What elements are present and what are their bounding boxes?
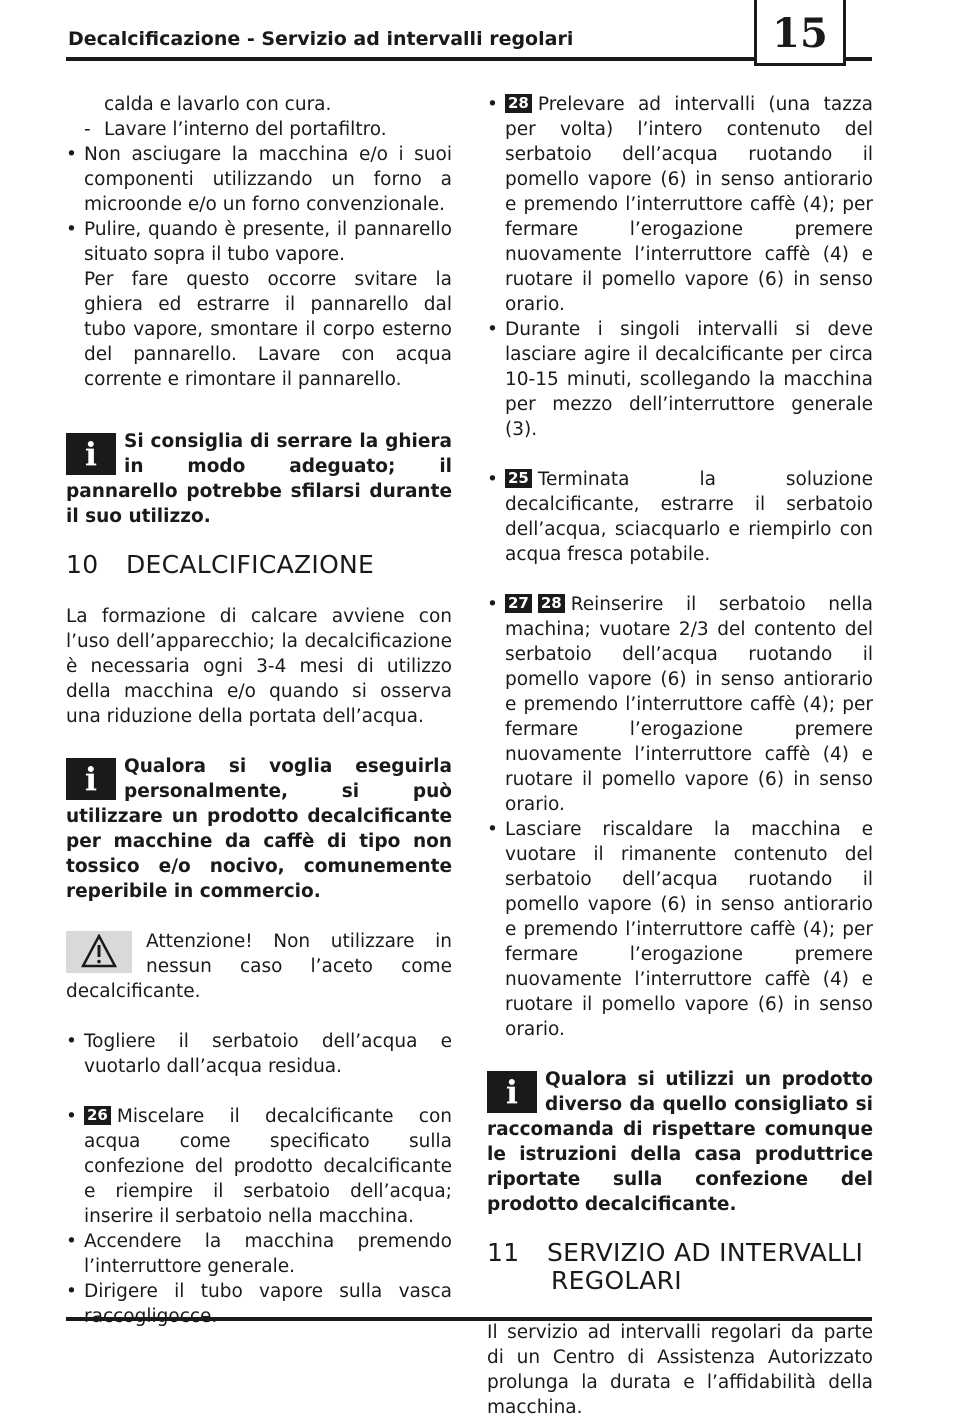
info-note-product	[66, 754, 452, 904]
page-number-box	[754, 0, 846, 66]
dash-item: - Lavare l’interno del portafiltro.	[84, 119, 387, 140]
section-11-heading	[487, 1239, 873, 1295]
warning-note-text: Attenzione! Non utilizzare in nessun caso l’aceto come decalcificante.	[66, 931, 452, 1002]
header-rule	[66, 57, 872, 61]
section-10-title: DECALCIFICAZIONE	[126, 550, 375, 579]
info-note-other-product	[487, 1067, 873, 1217]
continued-line: calda e lavarlo con cura.	[104, 94, 332, 115]
figure-ref-26: 26	[84, 1106, 111, 1125]
page-number: 15	[772, 10, 828, 57]
header-title: Decalcificazione - Servizio ad intervalli regolari	[68, 28, 574, 50]
figure-ref-25: 25	[505, 469, 532, 488]
bullet-pannarello-text-1: Pulire, quando è presente, il pannarello situato sopra il tubo vapore.	[84, 219, 452, 265]
section-10-number: 10	[66, 550, 99, 579]
bullet-oven: • Non asciugare la macchina e/o i suoi componenti utilizzando un forno a microonde e/o un forno convenzionale.	[66, 144, 452, 215]
step-mix: • 26 Miscelare il decalcificante con acqua come specificato sulla confezione del prodotto decalcificante e riempire il serbatoio dell’acqua; inserire il serbatoio nella macchina.	[66, 1106, 452, 1227]
step-intervals: • 28 Prelevare ad intervalli (una tazza per volta) l’intero contenuto del serbatoio dell’acqua ruotando il pomello vapore (6) in senso antiorario e premendo l’interruttore caffè (4); per fermare l’erogazione premere nuovamente l’interruttore caffè (4) e ruotare il pomello vapore (6) in senso orario.	[487, 94, 873, 315]
section-11-title-2: REGOLARI	[551, 1266, 682, 1295]
step-reinsert: • 27 28 Reinserire il serbatoio nella machina; vuotare 2/3 del contento del serbatoio dell’acqua ruotando il pomello vapore (6) in senso antiorario e premendo l’interruttore caffè (4); per fermare l’erogazione premere nuovamente l’interruttore caffè (4) e ruotare il pomello vapore (6) in senso orario.	[487, 594, 873, 815]
left-column	[66, 92, 452, 1329]
step-finished-text: Terminata la soluzione decalcificante, estrarre il serbatoio dell’acqua, sciacquarlo e riempirlo con acqua fresca potabile.	[505, 469, 873, 565]
figure-ref-28: 28	[505, 94, 532, 113]
step-wait-text: Durante i singoli intervalli si deve lasciare agire il decalcificante per circa 10-15 minuti, scollegando la macchina per mezzo dell’interruttore generale (3).	[505, 319, 873, 440]
bullet-pannarello: • Pulire, quando è presente, il pannarello situato sopra il tubo vapore. Per fare questo occorre svitare la ghiera ed estrarre il pannarello dal tubo vapore, smontare il corpo esterno del pannarello. Lavare con acqua corrente e rimontare il pannarello.	[66, 219, 452, 390]
step-heat: • Lasciare riscaldare la macchina e vuotare il rimanente contenuto del serbatoio dell’acqua ruotando il pomello vapore (6) in senso antiorario e premendo l’interruttore caffè (4); per fermare l’erogazione premere nuovamente l’interruttore caffè (4) e ruotare il pomello vapore (6) in senso orario.	[487, 819, 873, 1040]
dash-item-text: Lavare l’interno del portafiltro.	[104, 119, 387, 140]
step-remove-tank: • Togliere il serbatoio dell’acqua e vuotarlo dall’acqua residua.	[66, 1031, 452, 1077]
bullet-oven-text: Non asciugare la macchina e/o i suoi componenti utilizzando un forno a microonde e/o un forno convenzionale.	[84, 144, 452, 215]
step-heat-text: Lasciare riscaldare la macchina e vuotare il rimanente contenuto del serbatoio dell’acqua ruotando il pomello vapore (6) in senso antiorario e premendo l’interruttore caffè (4); per fermare l’erogazione premere nuovamente l’interruttore caffè (4) e ruotare il pomello vapore (6) in senso orario.	[505, 819, 873, 1040]
info-note-product-text: Qualora si voglia eseguirla personalmente, si può utilizzare un prodotto decalcificante per macchine da caffè di tipo non tossico e/o nocivo, comunemente reperibile in commercio.	[66, 756, 452, 902]
info-icon: i	[66, 433, 116, 475]
step-power-text: Accendere la macchina premendo l’interruttore generale.	[84, 1231, 452, 1277]
step-wait: • Durante i singoli intervalli si deve lasciare agire il decalcificante per circa 10-15 minuti, scollegando la macchina per mezzo dell’interruttore generale (3).	[487, 319, 873, 440]
step-reinsert-text: Reinserire il serbatoio nella machina; vuotare 2/3 del contento del serbatoio dell’acqua ruotando il pomello vapore (6) in senso antiorario e premendo l’interruttore caffè (4); per fermare l’erogazione premere nuovamente l’interruttore caffè (4) e ruotare il pomello vapore (6) in senso orario.	[505, 594, 873, 815]
step-mix-text: Miscelare il decalcificante con acqua come specificato sulla confezione del prodotto decalcificante e riempire il serbatoio dell’acqua; inserire il serbatoio nella macchina.	[84, 1106, 452, 1227]
footer-rule	[66, 1317, 872, 1321]
info-note-other-product-text: Qualora si utilizzi un prodotto diverso da quello consigliato si raccomanda di rispettare comunque le istruzioni della casa produttrice riportate sulla confezione del prodotto decalcificante.	[487, 1069, 873, 1215]
step-steam-text: Dirigere il tubo vapore sulla vasca	[84, 1281, 452, 1302]
step-steam: • Dirigere il tubo vapore sulla vasca	[66, 1279, 452, 1329]
step-finished: • 25 Terminata la soluzione decalcificante, estrarre il serbatoio dell’acqua, sciacquarlo e riempirlo con acqua fresca potabile.	[487, 469, 873, 565]
step-intervals-text: Prelevare ad intervalli (una tazza per volta) l’intero contenuto del serbatoio dell’acqua ruotando il pomello vapore (6) in senso antiorario e premendo l’interruttore caffè (4); per fermare l’erogazione premere nuovamente l’interruttore caffè (4) e ruotare il pomello vapore (6) in senso orario.	[505, 94, 873, 315]
service-text: Il servizio ad intervalli regolari da parte di un Centro di Assistenza Autorizzato prolunga la durata e l’affidabilità della macchina.	[487, 1322, 873, 1418]
right-column	[487, 92, 873, 1420]
step-remove-tank-text: Togliere il serbatoio dell’acqua e vuotarlo dall’acqua residua.	[84, 1031, 452, 1077]
info-note-ghiera-text: Si consiglia di serrare la ghiera in modo adeguato; il pannarello potrebbe sfilarsi durante il suo utilizzo.	[66, 431, 452, 527]
section-11-number: 11	[487, 1238, 520, 1267]
bullet-pannarello-text-2: Per fare questo occorre svitare la ghiera ed estrarre il pannarello dal tubo vapore, smontare il corpo esterno del pannarello. Lavare con acqua corrente e rimontare il pannarello.	[84, 269, 452, 390]
figure-ref-27: 27	[505, 594, 532, 613]
figure-ref-28b: 28	[538, 594, 565, 613]
warning-note	[66, 929, 452, 1004]
section-10-heading	[66, 551, 452, 579]
info-icon: i	[487, 1071, 537, 1113]
warning-triangle-icon	[66, 931, 132, 973]
info-icon: i	[66, 758, 116, 800]
step-power: • Accendere la macchina premendo l’interruttore generale.	[66, 1231, 452, 1277]
decalcification-intro: La formazione di calcare avviene con l’uso dell’apparecchio; la decalcificazione è necessaria ogni 3-4 mesi di utilizzo della macchina e/o quando si osserva una riduzione della portata dell’acqua.	[66, 606, 452, 727]
info-note-ghiera	[66, 429, 452, 529]
section-11-title-1: SERVIZIO AD INTERVALLI	[547, 1238, 864, 1267]
